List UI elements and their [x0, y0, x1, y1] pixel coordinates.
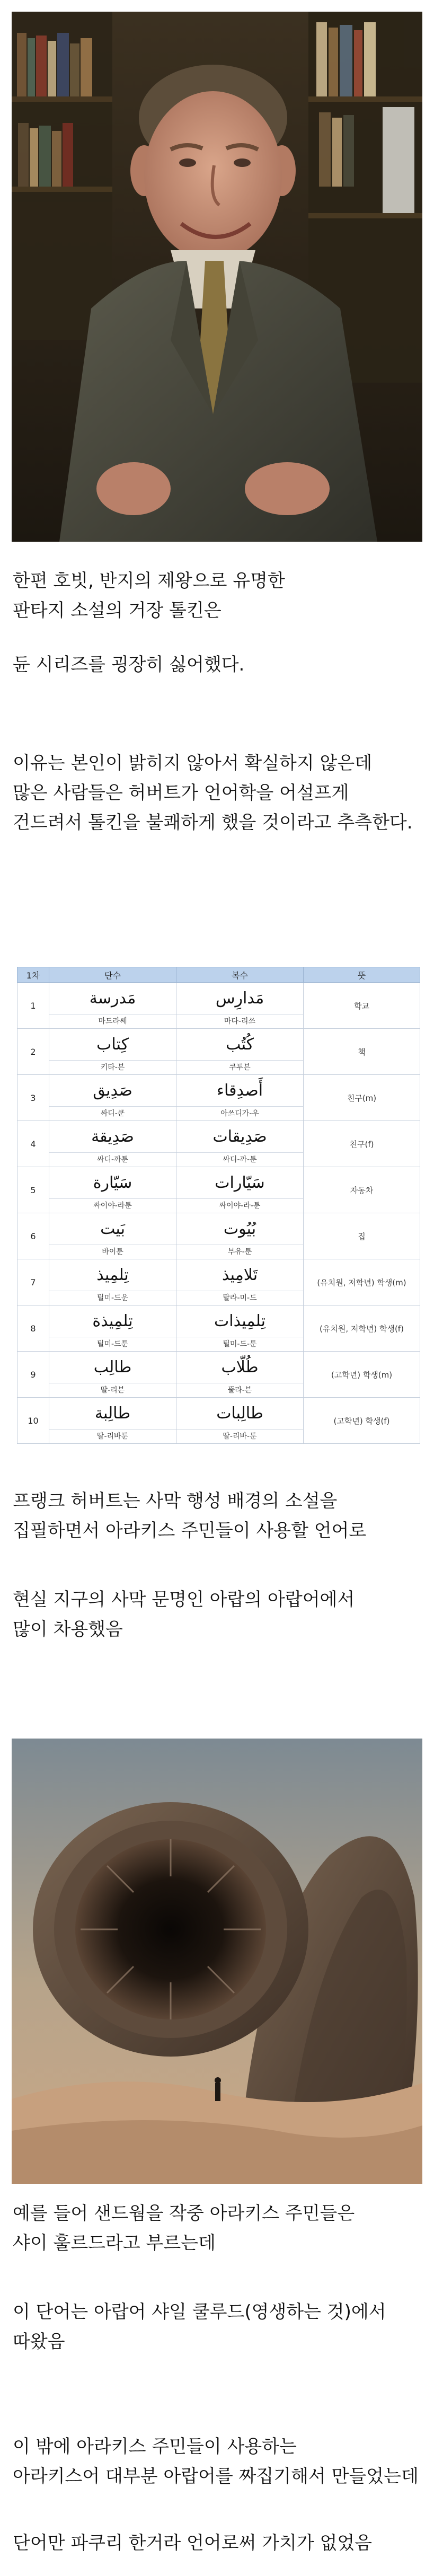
plural-arabic: طُلّاب — [221, 1358, 259, 1377]
plural-pronunciation: 싸디-까-툰 — [176, 1152, 303, 1167]
portrait-photo — [12, 12, 422, 542]
text-line: 많이 차용했음 — [13, 1619, 123, 1640]
paragraph-4 — [13, 1486, 426, 1546]
meaning-cell: 친구(f) — [304, 1121, 420, 1167]
paragraph-8 — [13, 2432, 426, 2491]
row-number: 9 — [17, 1352, 49, 1398]
singular-cell — [49, 1121, 176, 1167]
table-row — [17, 1305, 420, 1352]
singular-arabic: صَدِيقة — [91, 1127, 134, 1146]
plural-pronunciation: 쿠투븐 — [176, 1060, 303, 1074]
meaning-cell: 학교 — [304, 983, 420, 1029]
text-line: 현실 지구의 사막 문명인 아랍의 아랍어에서 — [13, 1589, 355, 1610]
plural-cell — [176, 1398, 304, 1444]
plural-cell — [176, 1213, 304, 1259]
table-row — [17, 1259, 420, 1305]
singular-cell — [49, 1029, 176, 1075]
plural-cell — [176, 1259, 304, 1305]
singular-arabic: تِلمِيذ — [96, 1266, 129, 1284]
singular-arabic: طالِب — [93, 1358, 132, 1377]
plural-pronunciation: 아쓰디가-우 — [176, 1106, 303, 1121]
plural-arabic: طالِبات — [216, 1404, 263, 1423]
plural-pronunciation: 틸미-드-툰 — [176, 1337, 303, 1351]
singular-cell — [49, 1352, 176, 1398]
plural-pronunciation: 뚤라-븐 — [176, 1383, 303, 1397]
row-number: 7 — [17, 1259, 49, 1305]
row-number: 10 — [17, 1398, 49, 1444]
row-number: 8 — [17, 1305, 49, 1352]
arabic-vocab-table — [17, 967, 420, 1442]
plural-arabic: صَدِيقات — [212, 1127, 267, 1146]
singular-cell — [49, 1075, 176, 1121]
table-row — [17, 983, 420, 1029]
row-number: 3 — [17, 1075, 49, 1121]
plural-arabic: مَدارِس — [215, 989, 264, 1008]
text-line: 아라키스어 대부분 아랍어를 짜집기해서 만들었는데 — [13, 2466, 419, 2487]
meaning-cell: (고학년) 학생(m) — [304, 1352, 420, 1398]
paragraph-7 — [13, 2297, 426, 2357]
singular-cell — [49, 1398, 176, 1444]
plural-arabic: بُيُوت — [223, 1220, 256, 1238]
table-row — [17, 1075, 420, 1121]
row-number: 6 — [17, 1213, 49, 1259]
meaning-cell: 책 — [304, 1029, 420, 1075]
table-row — [17, 1352, 420, 1398]
plural-cell — [176, 1352, 304, 1398]
plural-pronunciation: 싸이야-라-툰 — [176, 1198, 303, 1213]
text-line: 많은 사람들은 허버트가 언어학을 어설프게 — [13, 782, 349, 804]
singular-pronunciation: 싸이야-라툰 — [49, 1198, 176, 1213]
text-line: 예를 들어 샌드웜을 작중 아라키스 주민들은 — [13, 2203, 355, 2224]
plural-arabic: أَصدِقاء — [216, 1081, 263, 1100]
text-line: 판타지 소설의 거장 톨킨은 — [13, 600, 222, 621]
singular-arabic: بَيت — [100, 1220, 125, 1238]
plural-cell — [176, 1167, 304, 1213]
row-number: 2 — [17, 1029, 49, 1075]
singular-arabic: طالِبة — [94, 1404, 131, 1423]
paragraph-5 — [13, 1585, 426, 1644]
row-number: 4 — [17, 1121, 49, 1167]
text-line: 집필하면서 아라키스 주민들이 사용할 언어로 — [13, 1520, 367, 1541]
text-line: 이 밖에 아라키스 주민들이 사용하는 — [13, 2436, 297, 2457]
singular-pronunciation: 바이툰 — [49, 1245, 176, 1259]
plural-pronunciation: 탈라-미-드 — [176, 1291, 303, 1305]
plural-pronunciation: 마다-리쓰 — [176, 1014, 303, 1028]
meaning-cell: 자동차 — [304, 1167, 420, 1213]
plural-cell — [176, 1029, 304, 1075]
sandworm-illustration — [12, 1739, 422, 2184]
singular-pronunciation: 딸-리바툰 — [49, 1429, 176, 1443]
text-line: 이유는 본인이 밝히지 않아서 확실하지 않은데 — [13, 753, 373, 774]
header-cell: 단수 — [49, 967, 176, 983]
singular-cell — [49, 1167, 176, 1213]
singular-arabic: تِلمِيذة — [92, 1312, 133, 1330]
plural-arabic: كُتُب — [226, 1035, 254, 1054]
header-cell: 뜻 — [304, 967, 420, 983]
paragraph-1 — [13, 566, 426, 625]
plural-cell — [176, 1305, 304, 1352]
singular-arabic: سَيّارة — [93, 1174, 132, 1192]
header-cell: 복수 — [176, 967, 304, 983]
table-row — [17, 1121, 420, 1167]
plural-arabic: تِلمِيذات — [214, 1312, 266, 1330]
text-line: 따왔음 — [13, 2331, 65, 2352]
text-line: 듄 시리즈를 굉장히 싫어했다. — [13, 654, 245, 675]
singular-cell — [49, 1305, 176, 1352]
meaning-cell: (유치원, 저학년) 학생(f) — [304, 1305, 420, 1352]
meaning-cell: (유치원, 저학년) 학생(m) — [304, 1259, 420, 1305]
plural-cell — [176, 983, 304, 1029]
row-number: 5 — [17, 1167, 49, 1213]
singular-pronunciation: 딸-리븐 — [49, 1383, 176, 1397]
singular-pronunciation: 싸디-쿤 — [49, 1106, 176, 1121]
singular-arabic: كِتاب — [96, 1035, 129, 1054]
plural-cell — [176, 1121, 304, 1167]
plural-cell — [176, 1075, 304, 1121]
paragraph-3 — [13, 748, 426, 837]
plural-arabic: تَلامِيذ — [222, 1266, 258, 1284]
text-line: 샤이 훌르드라고 부르는데 — [13, 2233, 216, 2254]
singular-arabic: صَدِيق — [93, 1081, 132, 1100]
header-cell: 1차 — [17, 967, 49, 983]
singular-cell — [49, 983, 176, 1029]
table-header-row — [17, 967, 420, 983]
text-line: 건드려서 톨킨을 불쾌하게 했을 것이라고 추측한다. — [13, 812, 413, 833]
singular-pronunciation: 싸디-까툰 — [49, 1152, 176, 1167]
text-line: 단어만 파쿠리 한거라 언어로써 가치가 없었음 — [13, 2533, 373, 2554]
paragraph-6 — [13, 2199, 426, 2258]
meaning-cell: (고학년) 학생(f) — [304, 1398, 420, 1444]
row-number: 1 — [17, 983, 49, 1029]
table-row — [17, 1398, 420, 1444]
plural-arabic: سَيّارات — [215, 1174, 265, 1192]
singular-pronunciation: 틸미-드운 — [49, 1291, 176, 1305]
paragraph-9 — [13, 2528, 426, 2558]
plural-pronunciation: 딸-리바-툰 — [176, 1429, 303, 1443]
paragraph-2 — [13, 650, 426, 680]
singular-pronunciation: 틸미-드툰 — [49, 1337, 176, 1351]
table-row — [17, 1029, 420, 1075]
meaning-cell: 친구(m) — [304, 1075, 420, 1121]
table-row — [17, 1213, 420, 1259]
singular-pronunciation: 마드라쎄 — [49, 1014, 176, 1028]
plural-pronunciation: 부유-툰 — [176, 1245, 303, 1259]
meaning-cell: 집 — [304, 1213, 420, 1259]
text-line: 한편 호빗, 반지의 제왕으로 유명한 — [13, 570, 285, 592]
singular-pronunciation: 키타-븐 — [49, 1060, 176, 1074]
singular-arabic: مَدرسة — [89, 989, 136, 1008]
singular-cell — [49, 1259, 176, 1305]
singular-cell — [49, 1213, 176, 1259]
text-line: 이 단어는 아랍어 샤일 쿨루드(영생하는 것)에서 — [13, 2301, 386, 2323]
text-line: 프랭크 허버트는 사막 행성 배경의 소설을 — [13, 1490, 338, 1512]
table-row — [17, 1167, 420, 1213]
